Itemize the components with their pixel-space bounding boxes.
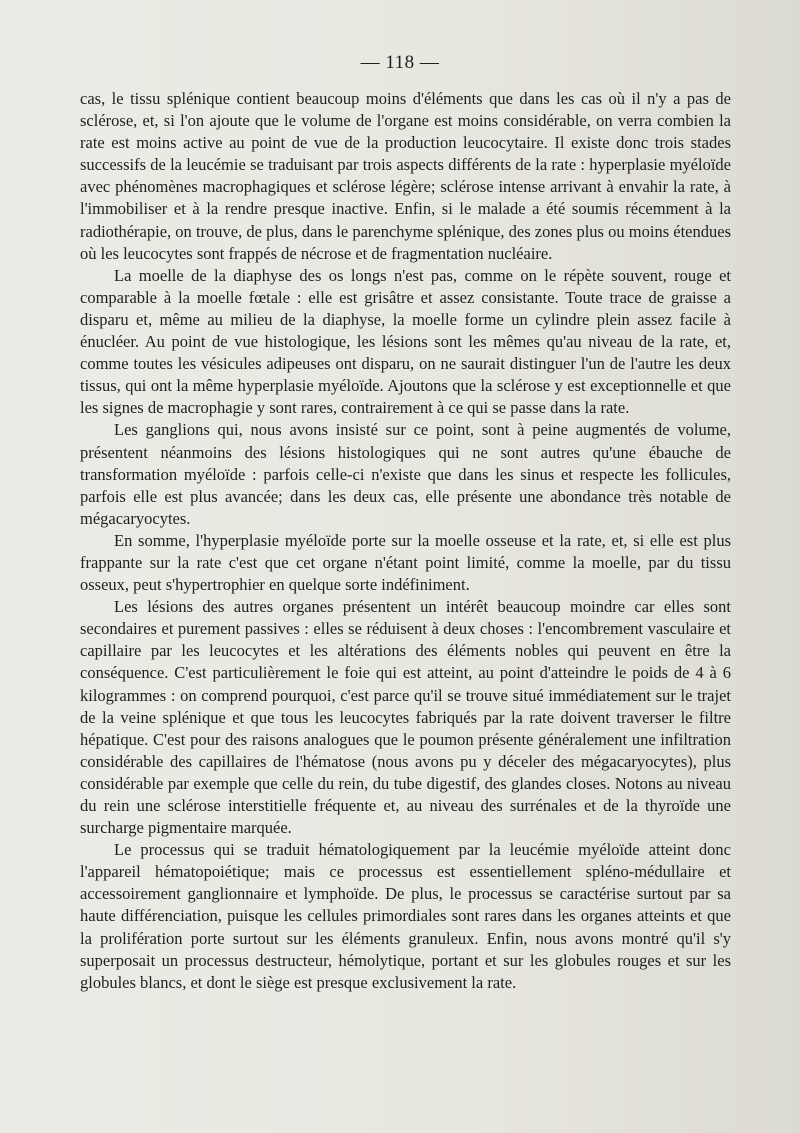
paragraph-3: Les ganglions qui, nous avons insisté sur ce point, sont à peine augmentés de volume, présentent néanmoins des lésions histologiques qui ne sont autres qu'une ébauche de transformation myéloïde : parfois celle-ci n'existe que dans les sinus et respecte les follicules, parfois elle est plus avancée; dans les deux cas, elle présente une abondance très notable de mégacaryocytes.: [80, 420, 731, 528]
paragraph-1: cas, le tissu splénique contient beaucoup moins d'éléments que dans les cas où il n'y a pas de sclérose, et, si l'on ajoute que le volume de l'organe est moins considérable, on verra combien la rate est moins active au point de vue de la production leucocytaire. Il existe donc trois stades successifs de la leucémie se traduisant par trois aspects différents de la rate : hyperplasie myéloïde avec phénomènes macrophagiques et sclérose légère; sclérose intense arrivant à envahir la rate, à l'immobiliser et à la rendre presque inactive. Enfin, si le malade a été soumis récemment à la radiothérapie, on trouve, de plus, dans le parenchyme splénique, des zones plus ou moins étendues où les leucocytes sont frappés de nécrose et de fragmentation nucléaire.: [80, 89, 731, 263]
body-text: [80, 88, 731, 994]
paragraph-2: La moelle de la diaphyse des os longs n'est pas, comme on le répète souvent, rouge et comparable à la moelle fœtale : elle est grisâtre et assez consistante. Toute trace de graisse a disparu et, même au milieu de la diaphyse, la moelle forme un cylindre plein assez facile à énucléer. Au point de vue histologique, les lésions sont les mêmes qu'au niveau de la rate, et, comme toutes les vésicules adipeuses ont disparu, on ne saurait distinguer l'un de l'autre les deux tissus, qui ont la même hyperplasie myéloïde. Ajoutons que la sclérose y est exceptionnelle et que les signes de macrophagie y sont rares, contrairement à ce qui se passe dans la rate.: [80, 265, 731, 418]
paragraph-5: Les lésions des autres organes présentent un intérêt beaucoup moindre car elles sont secondaires et purement passives : elles se réduisent à deux choses : l'encombrement vasculaire et capillaire par les leucocytes et les altérations des éléments nobles qui peuvent en être la conséquence. C'est particulièrement le foie qui est atteint, au point d'atteindre le poids de 4 à 6 kilogrammes : on comprend pourquoi, c'est parce qu'il se trouve situé immédiatement sur le trajet de la veine splénique et que tous les leucocytes fabriqués par la rate doivent traverser le filtre hépatique. C'est pour des raisons analogues que le poumon présente généralement une infiltration considérable des capillaires de l'hématose (nous avons pu y déceler des mégacaryocytes), plus considérable par exemple que celle du rein, du tube digestif, des glandes closes. Notons au niveau du rein une sclérose interstitielle fréquente et, au niveau des surrénales et de la thyroïde une surcharge pigmentaire marquée.: [80, 597, 731, 838]
page-number: — 118 —: [360, 52, 440, 73]
paragraph-4: En somme, l'hyperplasie myéloïde porte sur la moelle osseuse et la rate, et, si elle est plus frappante sur la rate c'est que cet organe n'étant point limité, comme la moelle, par du tissu osseux, peut s'hypertrophier en quelque sorte indéfiniment.: [80, 530, 731, 595]
paragraph-6: Le processus qui se traduit hématologiquement par la leucémie myéloïde atteint donc l'appareil hématopoiétique; mais ce processus est essentiellement spléno-médullaire et accessoirement ganglionnaire et lymphoïde. De plus, le processus se caractérise surtout par sa haute différenciation, puisque les cellules primordiales sont rares dans les organes atteints et que la prolifération porte surtout sur les éléments granuleux. Enfin, nous avons montré qu'il s'y superposait un processus destructeur, hémolytique, portant et sur les globules rouges et sur les globules blancs, et dont le siège est presque exclusivement la rate.: [80, 840, 731, 992]
